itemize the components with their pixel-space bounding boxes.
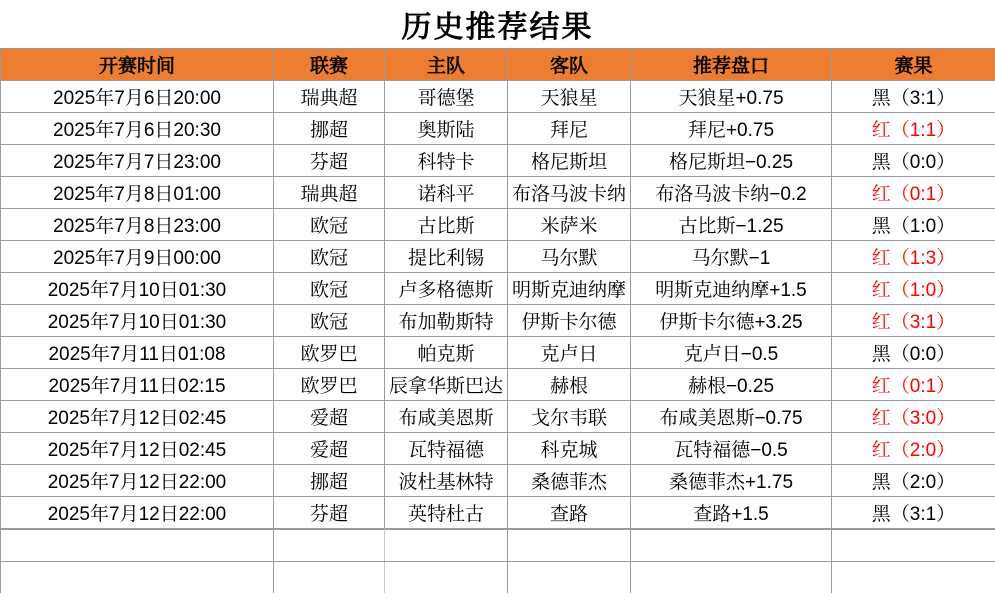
cell-league: 挪超 [274, 113, 385, 145]
empty-grid-rows [0, 529, 995, 593]
table-row [1, 81, 995, 113]
cell-league: 欧冠 [274, 305, 385, 337]
column-header-market: 推荐盘口 [631, 49, 832, 81]
cell-home-team: 布加勒斯特 [385, 305, 508, 337]
cell-match-time: 2025年7月8日23:00 [1, 209, 274, 241]
cell-home-team: 波杜基林特 [385, 465, 508, 497]
cell-home-team: 提比利锡 [385, 241, 508, 273]
cell-recommended-handicap: 马尔默−1 [631, 241, 832, 273]
table-row [1, 433, 995, 465]
cell-away-team: 赫根 [508, 369, 631, 401]
empty-cell [508, 562, 631, 594]
table-row [1, 305, 995, 337]
empty-row [1, 562, 995, 594]
empty-cell [832, 562, 995, 594]
cell-recommended-handicap: 天狼星+0.75 [631, 81, 832, 113]
cell-result: 红（1:3） [832, 241, 995, 273]
cell-recommended-handicap: 查路+1.5 [631, 497, 832, 529]
cell-result: 红（1:1） [832, 113, 995, 145]
cell-away-team: 格尼斯坦 [508, 145, 631, 177]
empty-cell [274, 530, 385, 562]
cell-league: 芬超 [274, 497, 385, 529]
cell-result: 红（0:1） [832, 177, 995, 209]
cell-recommended-handicap: 桑德菲杰+1.75 [631, 465, 832, 497]
table-row [1, 209, 995, 241]
cell-league: 欧罗巴 [274, 369, 385, 401]
cell-match-time: 2025年7月6日20:30 [1, 113, 274, 145]
cell-match-time: 2025年7月11日01:08 [1, 337, 274, 369]
cell-recommended-handicap: 格尼斯坦−0.25 [631, 145, 832, 177]
cell-home-team: 哥德堡 [385, 81, 508, 113]
column-header-time: 开赛时间 [1, 49, 274, 81]
cell-match-time: 2025年7月8日01:00 [1, 177, 274, 209]
cell-away-team: 米萨米 [508, 209, 631, 241]
column-header-result: 赛果 [832, 49, 995, 81]
table-row [1, 177, 995, 209]
cell-result: 红（1:0） [832, 273, 995, 305]
cell-home-team: 英特杜古 [385, 497, 508, 529]
cell-result: 红（0:1） [832, 369, 995, 401]
table-row [1, 337, 995, 369]
cell-result: 红（2:0） [832, 433, 995, 465]
cell-league: 瑞典超 [274, 177, 385, 209]
cell-home-team: 帕克斯 [385, 337, 508, 369]
table-body [1, 81, 995, 529]
cell-recommended-handicap: 拜尼+0.75 [631, 113, 832, 145]
table-row [1, 273, 995, 305]
cell-result: 黑（1:0） [832, 209, 995, 241]
table-row [1, 401, 995, 433]
cell-match-time: 2025年7月10日01:30 [1, 305, 274, 337]
cell-recommended-handicap: 布洛马波卡纳−0.2 [631, 177, 832, 209]
cell-home-team: 辰拿华斯巴达 [385, 369, 508, 401]
cell-home-team: 古比斯 [385, 209, 508, 241]
cell-away-team: 天狼星 [508, 81, 631, 113]
cell-result: 黑（0:0） [832, 337, 995, 369]
cell-away-team: 桑德菲杰 [508, 465, 631, 497]
empty-cell [1, 530, 274, 562]
table-row [1, 497, 995, 529]
cell-home-team: 奥斯陆 [385, 113, 508, 145]
empty-cell [631, 530, 832, 562]
cell-league: 挪超 [274, 465, 385, 497]
cell-away-team: 科克城 [508, 433, 631, 465]
cell-home-team: 瓦特福德 [385, 433, 508, 465]
cell-match-time: 2025年7月12日22:00 [1, 497, 274, 529]
empty-cell [385, 562, 508, 594]
column-header-league: 联赛 [274, 49, 385, 81]
cell-match-time: 2025年7月10日01:30 [1, 273, 274, 305]
empty-row [1, 530, 995, 562]
cell-away-team: 查路 [508, 497, 631, 529]
cell-result: 黑（3:1） [832, 81, 995, 113]
cell-away-team: 马尔默 [508, 241, 631, 273]
empty-cell [1, 562, 274, 594]
cell-league: 欧冠 [274, 209, 385, 241]
cell-match-time: 2025年7月12日02:45 [1, 401, 274, 433]
empty-cell [274, 562, 385, 594]
cell-result: 红（3:0） [832, 401, 995, 433]
cell-away-team: 克卢日 [508, 337, 631, 369]
cell-league: 欧冠 [274, 273, 385, 305]
table-row [1, 145, 995, 177]
table-header [1, 49, 995, 81]
empty-cell [832, 530, 995, 562]
table-header-row [1, 49, 995, 81]
sheet-title-row [0, 0, 995, 48]
cell-league: 欧罗巴 [274, 337, 385, 369]
cell-recommended-handicap: 古比斯−1.25 [631, 209, 832, 241]
cell-recommended-handicap: 克卢日−0.5 [631, 337, 832, 369]
cell-league: 爱超 [274, 401, 385, 433]
cell-home-team: 诺科平 [385, 177, 508, 209]
cell-recommended-handicap: 明斯克迪纳摩+1.5 [631, 273, 832, 305]
cell-match-time: 2025年7月12日22:00 [1, 465, 274, 497]
cell-recommended-handicap: 布咸美恩斯−0.75 [631, 401, 832, 433]
cell-home-team: 布咸美恩斯 [385, 401, 508, 433]
cell-result: 黑（2:0） [832, 465, 995, 497]
cell-away-team: 伊斯卡尔德 [508, 305, 631, 337]
cell-league: 芬超 [274, 145, 385, 177]
table-row [1, 369, 995, 401]
cell-match-time: 2025年7月7日23:00 [1, 145, 274, 177]
cell-away-team: 拜尼 [508, 113, 631, 145]
table-row [1, 241, 995, 273]
cell-league: 欧冠 [274, 241, 385, 273]
cell-recommended-handicap: 赫根−0.25 [631, 369, 832, 401]
cell-result: 红（3:1） [832, 305, 995, 337]
cell-league: 爱超 [274, 433, 385, 465]
cell-recommended-handicap: 伊斯卡尔德+3.25 [631, 305, 832, 337]
cell-away-team: 明斯克迪纳摩 [508, 273, 631, 305]
cell-match-time: 2025年7月11日02:15 [1, 369, 274, 401]
cell-away-team: 布洛马波卡纳 [508, 177, 631, 209]
column-header-home: 主队 [385, 49, 508, 81]
cell-result: 黑（3:1） [832, 497, 995, 529]
empty-cell [508, 530, 631, 562]
cell-recommended-handicap: 瓦特福德−0.5 [631, 433, 832, 465]
table-row [1, 465, 995, 497]
page-title: 历史推荐结果 [401, 11, 594, 44]
empty-cell [385, 530, 508, 562]
cell-home-team: 科特卡 [385, 145, 508, 177]
cell-match-time: 2025年7月6日20:00 [1, 81, 274, 113]
cell-match-time: 2025年7月9日00:00 [1, 241, 274, 273]
cell-result: 黑（0:0） [832, 145, 995, 177]
column-header-away: 客队 [508, 49, 631, 81]
empty-cell [631, 562, 832, 594]
cell-match-time: 2025年7月12日02:45 [1, 433, 274, 465]
cell-home-team: 卢多格德斯 [385, 273, 508, 305]
cell-away-team: 戈尔韦联 [508, 401, 631, 433]
cell-league: 瑞典超 [274, 81, 385, 113]
results-table [0, 48, 995, 529]
table-row [1, 113, 995, 145]
